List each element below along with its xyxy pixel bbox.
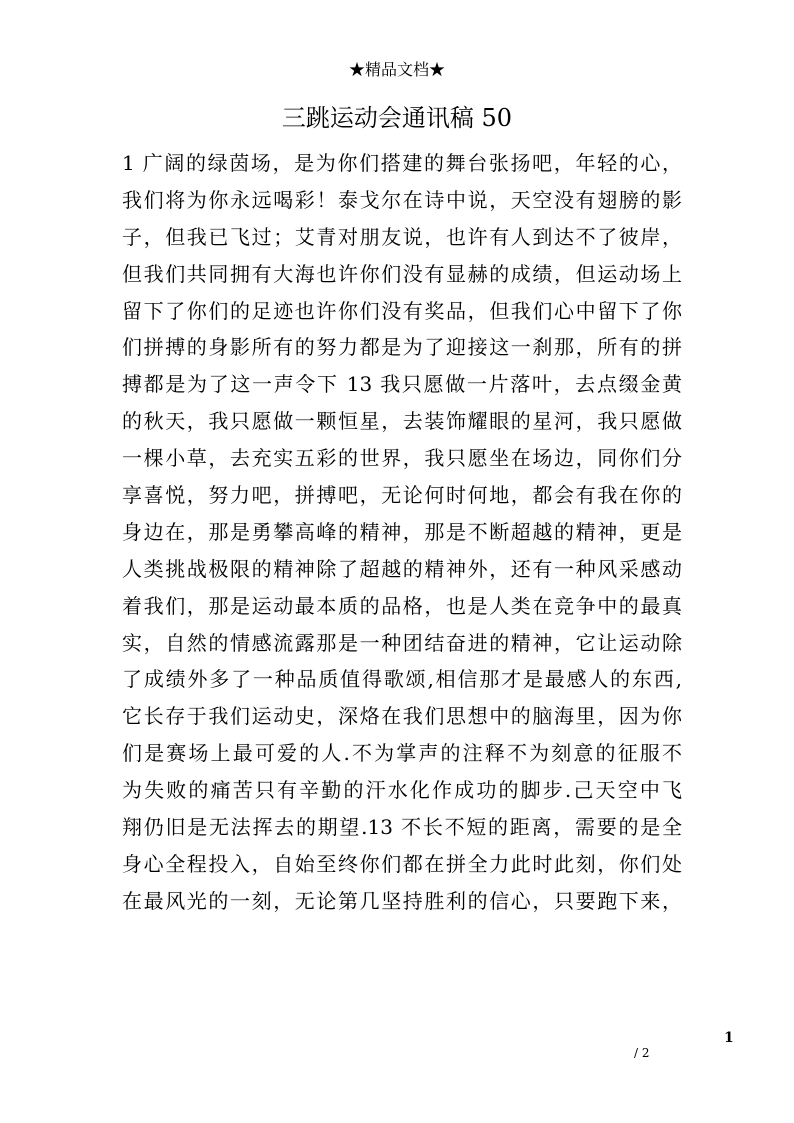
- body-line: 身边在，那是勇攀高峰的精神，那是不断超越的精神，更是: [122, 519, 682, 544]
- body-line: 一棵小草，去充实五彩的世界，我只愿坐在场边，同你们分: [122, 446, 682, 471]
- body-line: 留下了你们的足迹也许你们没有奖品，但我们心中留下了你: [122, 298, 682, 323]
- body-line: 享喜悦，努力吧，拼搏吧，无论何时何地，都会有我在你的: [122, 483, 682, 508]
- body-line: 为失败的痛苦只有辛勤的汗水化作成功的脚步.己天空中飞: [122, 778, 682, 803]
- body-line: 它长存于我们运动史，深烙在我们思想中的脑海里，因为你: [122, 704, 682, 729]
- body-line: 们是赛场上最可爱的人.不为掌声的注释不为刻意的征服不: [122, 741, 682, 766]
- body-line: 着我们，那是运动最本质的品格，也是人类在竞争中的最真: [122, 593, 682, 618]
- body-line: 1 广阔的绿茵场，是为你们搭建的舞台张扬吧，年轻的心，: [122, 151, 682, 175]
- body-line: 实，自然的情感流露那是一种团结奋进的精神，它让运动除: [122, 630, 682, 655]
- body-line: 了成绩外多了一种品质值得歌颂,相信那才是最感人的东西,: [122, 667, 682, 692]
- body-line: 身心全程投入，自始至终你们都在拼全力此时此刻，你们处: [122, 851, 682, 876]
- body-line: 搏都是为了这一声令下 13 我只愿做一片落叶，去点缀金黄: [122, 372, 682, 397]
- body-line: 们拼搏的身影所有的努力都是为了迎接这一刹那，所有的拼: [122, 335, 682, 360]
- body-text: [122, 145, 682, 920]
- page-footer: / 2: [634, 1046, 650, 1060]
- body-line: 人类挑战极限的精神除了超越的精神外，还有一种风采感动: [122, 556, 682, 581]
- body-line: 的秋天，我只愿做一颗恒星，去装饰耀眼的星河，我只愿做: [122, 409, 682, 434]
- document-title: 三跳运动会通讯稿 50: [281, 104, 513, 132]
- body-line: 在最风光的一刻，无论第几坚持胜利的信心，只要跑下来，: [122, 888, 682, 913]
- document-header: ★精品文档★: [348, 60, 445, 79]
- body-line: 我们将为你永远喝彩！泰戈尔在诗中说，天空没有翅膀的影: [122, 187, 682, 212]
- body-line: 但我们共同拥有大海也许你们没有显赫的成绩，但运动场上: [122, 261, 682, 286]
- page-number: 1: [724, 1030, 734, 1046]
- body-line: 子，但我已飞过；艾青对朋友说，也许有人到达不了彼岸，: [122, 224, 682, 249]
- body-line: 翔仍旧是无法挥去的期望.13 不长不短的距离，需要的是全: [122, 815, 682, 840]
